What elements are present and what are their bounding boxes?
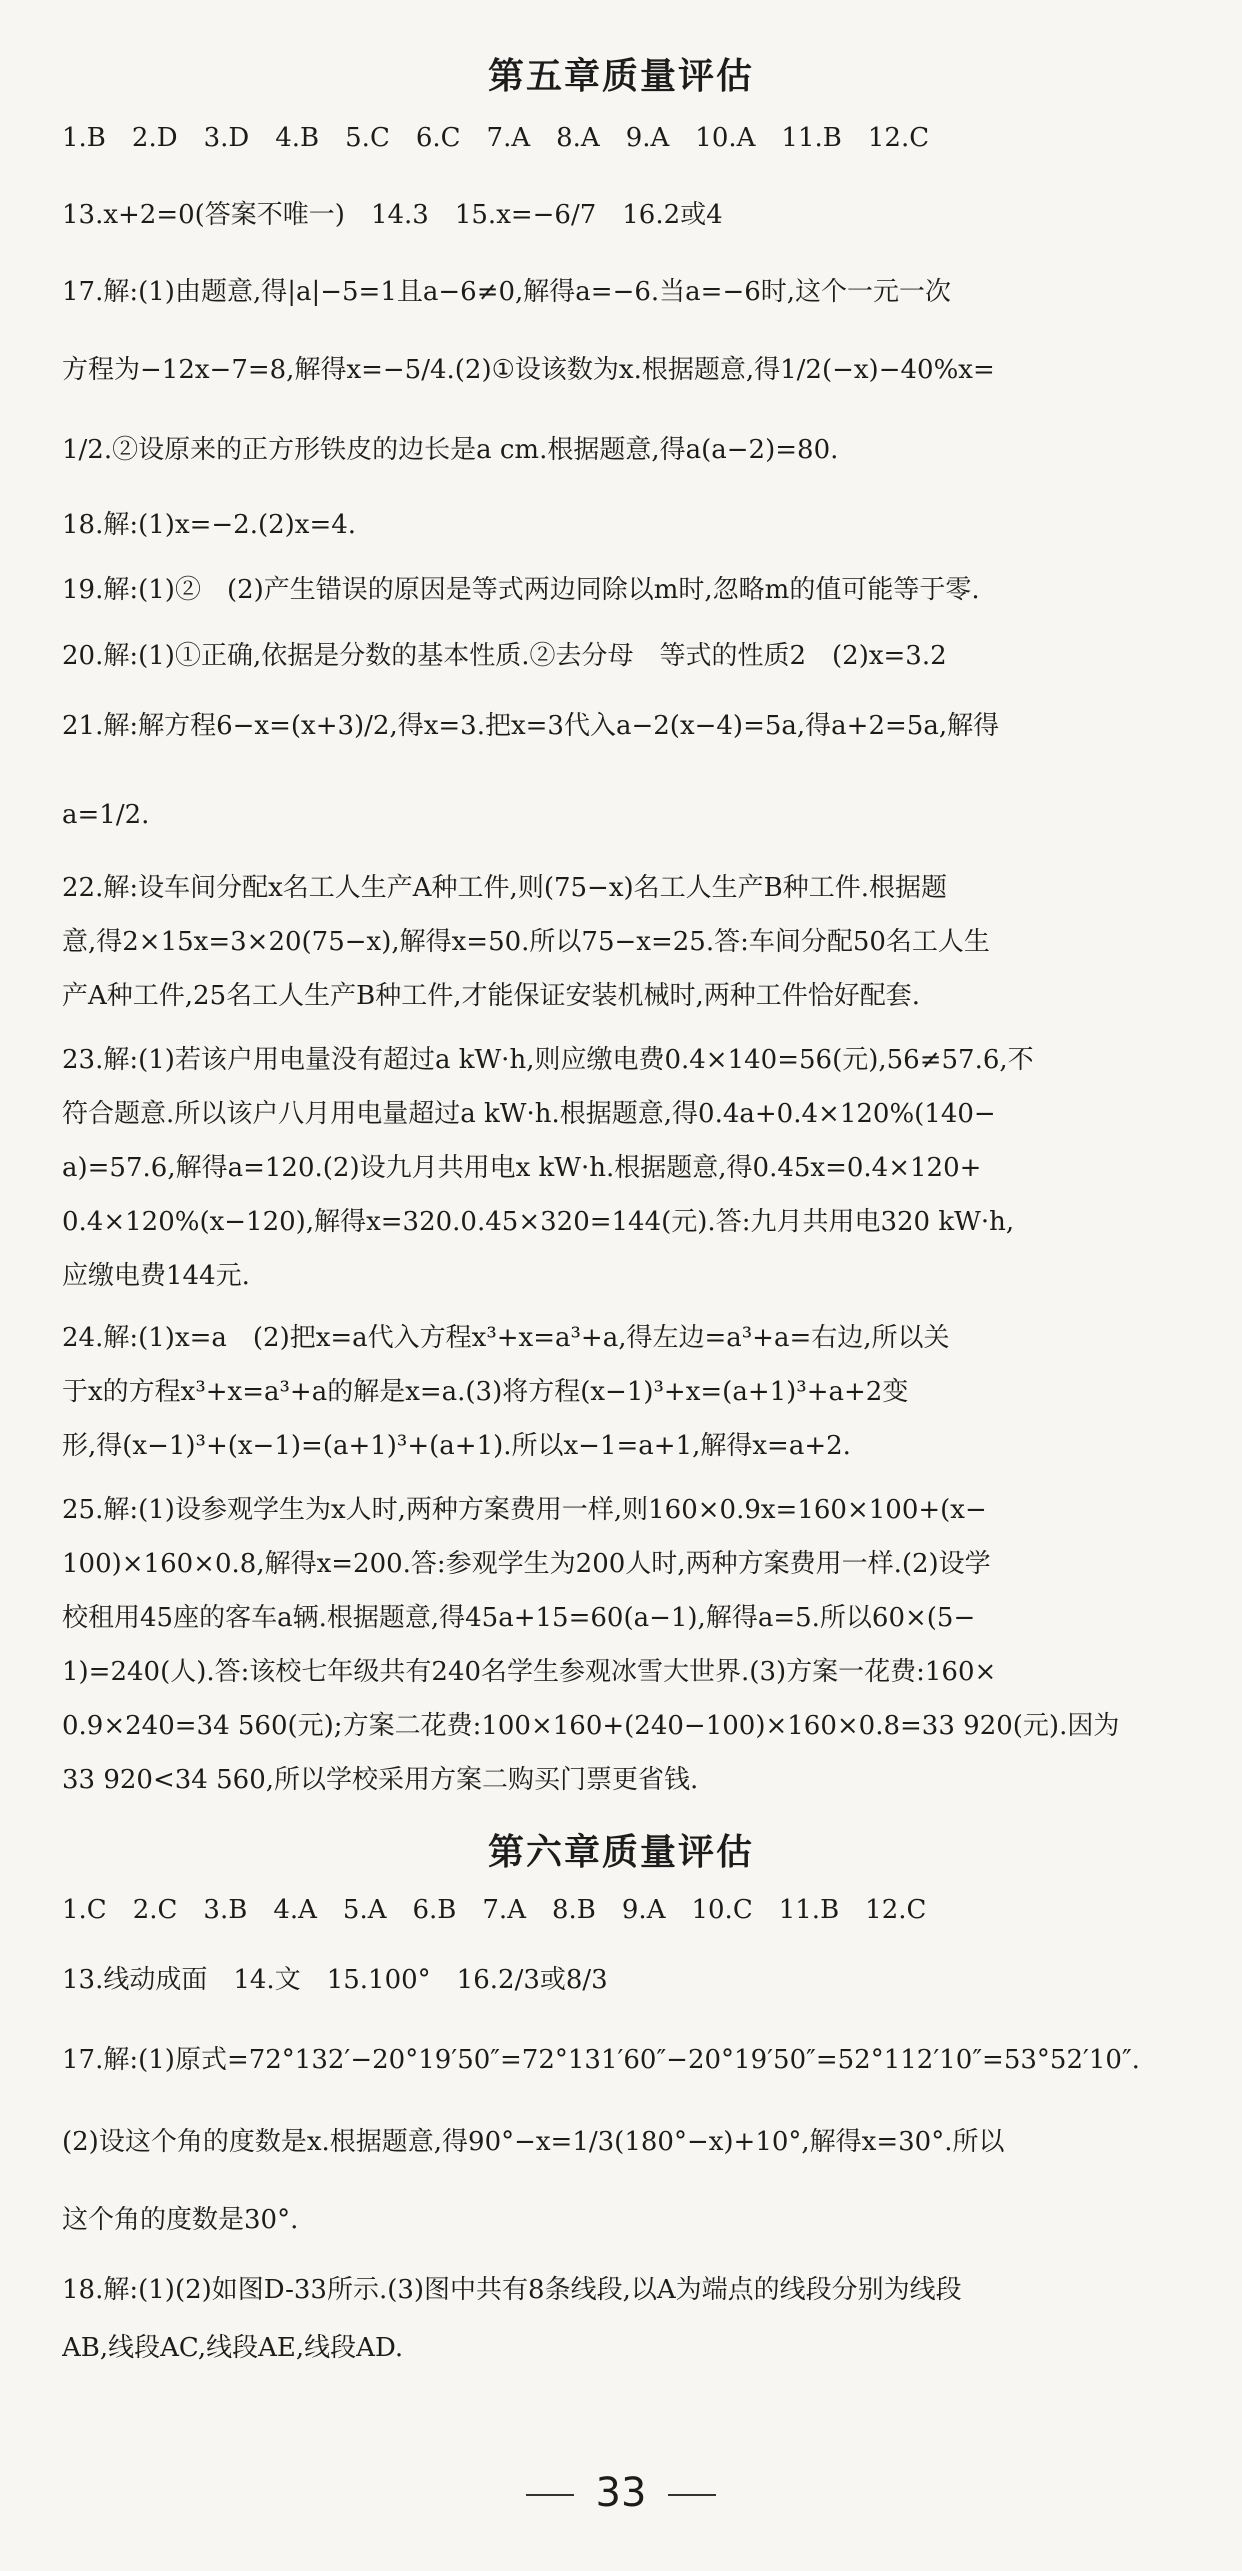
ch5-line-6: 18.解:(1)x=−2.(2)x=4. <box>62 510 357 540</box>
left-dash <box>526 2494 574 2496</box>
ch6-line-5: 这个角的度数是30°. <box>62 2205 299 2235</box>
right-dash <box>668 2494 716 2496</box>
ch5-line-17: 0.4×120%(x−120),解得x=320.0.45×320=144(元).答:九月共用电320 kW·h, <box>62 1207 1015 1237</box>
ch5-line-27: 33 920<34 560,所以学校采用方案二购买门票更省钱. <box>62 1765 699 1795</box>
ch6-line-3: 17.解:(1)原式=72°132′−20°19′50″=72°131′60″−20°19′50″=52°112′10″=53°52′10″. <box>62 2045 1140 2075</box>
ch5-line-16: a)=57.6,解得a=120.(2)设九月共用电x kW·h.根据题意,得0.45x=0.4×120+ <box>62 1153 982 1183</box>
ch5-line-20: 于x的方程x³+x=a³+a的解是x=a.(3)将方程(x−1)³+x=(a+1)³+a+2变 <box>62 1377 909 1407</box>
ch5-line-8: 20.解:(1)①正确,依据是分数的基本性质.②去分母 等式的性质2 (2)x=3.2 <box>62 641 947 671</box>
ch5-line-1: 1.B 2.D 3.D 4.B 5.C 6.C 7.A 8.A 9.A 10.A 11.B 12.C <box>62 123 930 153</box>
ch5-line-15: 符合题意.所以该户八月用电量超过a kW·h.根据题意,得0.4a+0.4×120%(140− <box>62 1099 996 1129</box>
chapter5-title: 第五章质量评估 <box>487 55 754 97</box>
ch5-line-23: 100)×160×0.8,解得x=200.答:参观学生为200人时,两种方案费用一样.(2)设学 <box>62 1549 991 1579</box>
ch5-line-26: 0.9×240=34 560(元);方案二花费:100×160+(240−100)×160×0.8=33 920(元).因为 <box>62 1711 1120 1741</box>
ch6-line-1: 1.C 2.C 3.B 4.A 5.A 6.B 7.A 8.B 9.A 10.C 11.B 12.C <box>62 1895 927 1925</box>
page-number-text: 33 <box>595 2470 647 2516</box>
ch5-line-4: 方程为−12x−7=8,解得x=−5/4.(2)①设该数为x.根据题意,得1/2(−x)−40%x= <box>62 355 995 385</box>
ch5-line-25: 1)=240(人).答:该校七年级共有240名学生参观冰雪大世界.(3)方案一花费:160× <box>62 1657 997 1687</box>
ch6-line-7: AB,线段AC,线段AE,线段AD. <box>62 2333 404 2363</box>
ch5-line-13: 产A种工件,25名工人生产B种工件,才能保证安装机械时,两种工件恰好配套. <box>62 981 921 1011</box>
ch5-line-3: 17.解:(1)由题意,得|a|−5=1且a−6≠0,解得a=−6.当a=−6时,这个一元一次 <box>62 277 952 307</box>
ch5-line-12: 意,得2×15x=3×20(75−x),解得x=50.所以75−x=25.答:车间分配50名工人生 <box>62 927 990 957</box>
ch5-line-7: 19.解:(1)② (2)产生错误的原因是等式两边同除以m时,忽略m的值可能等于零. <box>62 575 980 605</box>
ch5-line-24: 校租用45座的客车a辆.根据题意,得45a+15=60(a−1),解得a=5.所以60×(5− <box>62 1603 976 1633</box>
ch5-line-5: 1/2.②设原来的正方形铁皮的边长是a cm.根据题意,得a(a−2)=80. <box>62 435 839 465</box>
ch5-line-21: 形,得(x−1)³+(x−1)=(a+1)³+(a+1).所以x−1=a+1,解得x=a+2. <box>62 1431 851 1461</box>
ch5-line-10: a=1/2. <box>62 800 150 830</box>
ch5-line-14: 23.解:(1)若该户用电量没有超过a kW·h,则应缴电费0.4×140=56(元),56≠57.6,不 <box>62 1045 1034 1075</box>
ch6-line-2: 13.线动成面 14.文 15.100° 16.2/3或8/3 <box>62 1965 608 1995</box>
ch5-line-19: 24.解:(1)x=a (2)把x=a代入方程x³+x=a³+a,得左边=a³+a=右边,所以关 <box>62 1323 950 1353</box>
ch5-line-18: 应缴电费144元. <box>62 1261 250 1291</box>
ch5-line-22: 25.解:(1)设参观学生为x人时,两种方案费用一样,则160×0.9x=160×100+(x− <box>62 1495 987 1525</box>
ch5-line-2: 13.x+2=0(答案不唯一) 14.3 15.x=−6/7 16.2或4 <box>62 200 723 230</box>
page-number <box>0 2470 1242 2516</box>
ch6-line-4: (2)设这个角的度数是x.根据题意,得90°−x=1/3(180°−x)+10°,解得x=30°.所以 <box>62 2127 1005 2157</box>
ch5-line-11: 22.解:设车间分配x名工人生产A种工件,则(75−x)名工人生产B种工件.根据题 <box>62 873 948 903</box>
ch5-line-9: 21.解:解方程6−x=(x+3)/2,得x=3.把x=3代入a−2(x−4)=5a,得a+2=5a,解得 <box>62 711 1000 741</box>
ch6-line-6: 18.解:(1)(2)如图D-33所示.(3)图中共有8条线段,以A为端点的线段分别为线段 <box>62 2275 962 2305</box>
chapter6-title: 第六章质量评估 <box>487 1831 754 1873</box>
